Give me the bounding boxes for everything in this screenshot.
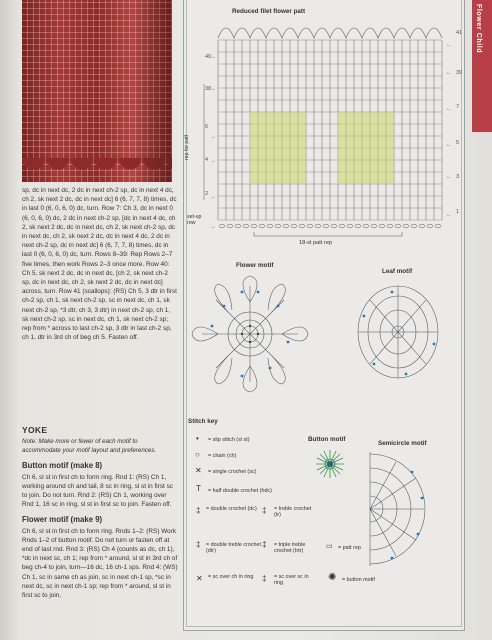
row-number-39: 39 <box>456 70 463 76</box>
row-number-1: 1 <box>456 209 460 215</box>
stitch-key-title: Stitch key <box>188 418 218 425</box>
svg-text:←: ← <box>446 142 452 148</box>
key-patt-rep: = patt rep <box>338 545 361 551</box>
row-number-41: 41 <box>456 30 463 36</box>
row-number-5: 5 <box>456 140 460 146</box>
row-number-40: 40 <box>205 54 212 60</box>
patt-rep-icon: ▭ <box>326 543 333 550</box>
rep-for-patt-label: rep for patt <box>184 134 190 160</box>
key-sc-over-ch: = sc over ch in ring <box>208 574 254 580</box>
crochet-lace-swatch-photo <box>22 0 172 182</box>
button-motif-heading: Button motif (make 8) <box>22 461 103 471</box>
section-side-tab <box>472 0 492 132</box>
filet-chart-title: Reduced filet flower patt <box>232 8 306 15</box>
key-button-motif: = button motif <box>342 577 375 583</box>
stitch-repeat-label: 18-st patt rep <box>299 240 332 246</box>
row-number-3: 3 <box>456 174 460 180</box>
key-double-treble-crochet: = double treble crochet (dtr) <box>206 542 261 555</box>
semicircle-motif-title: Semicircle motif <box>378 440 427 447</box>
pattern-instructions-column <box>22 186 178 600</box>
svg-text:←: ← <box>446 70 452 76</box>
key-triple-treble-crochet: = triple treble crochet (trtr) <box>274 542 306 555</box>
sc-over-sc-icon: ‡ <box>262 574 267 583</box>
svg-text:→: → <box>210 134 216 140</box>
key-single-crochet: = single crochet (sc) <box>208 469 257 475</box>
row-number-6: 6 <box>205 124 209 130</box>
flower-motif-title: Flower motif <box>236 262 274 269</box>
svg-text:→: → <box>210 158 216 164</box>
setup-row-label: set-up row <box>187 214 202 226</box>
svg-text:→: → <box>210 194 216 200</box>
double-treble-crochet-icon: ‡ <box>196 540 201 549</box>
key-chain: = chain (ch) <box>208 453 237 459</box>
svg-text:→: → <box>210 86 216 92</box>
side-tab-label: Flower Child <box>475 4 482 54</box>
single-crochet-icon: ✕ <box>195 466 202 475</box>
key-double-crochet: = double crochet (dc) <box>206 506 257 512</box>
chain-icon: ○ <box>195 450 200 459</box>
slip-stitch-icon: • <box>196 434 199 443</box>
row-number-2: 2 <box>205 191 209 197</box>
half-double-crochet-icon: T <box>196 484 201 493</box>
row-number-7: 7 <box>456 104 460 110</box>
sc-over-ch-icon: ✕ <box>196 574 203 583</box>
flower-motif-text: Ch 6, sl st in first ch to form ring. Rnds 1–2: (RS) Work Rnds 1–2 of button motif. Do not turn or fasten off at end of last rnd. Rnd 3: (RS) Ch 4 (counts as dc, ch 1), *dc in next sc, ch 1; rep from * around, sl st in 3rd ch of beg ch-4 to join, turn—16 dc, 16 ch-1 sps. Rnd 4: (WS) Ch 1, sc in same ch as join, sc in next ch-1 sp, *sc in next dc, sc in next ch-1 sp; rep from * around, sl st in first sc to join, <box>22 527 178 600</box>
svg-text:→: → <box>210 54 216 60</box>
leaf-motif-title: Leaf motif <box>382 268 413 275</box>
key-slip-stitch: = slip stitch (sl st) <box>208 437 250 443</box>
triple-treble-crochet-icon: ‡ <box>262 540 267 549</box>
button-motif-diagram <box>312 446 348 482</box>
svg-text:←: ← <box>446 212 452 218</box>
svg-text:←: ← <box>446 106 452 112</box>
svg-text:←: ← <box>446 42 452 48</box>
pattern-continuation-text: sp, dc in next dc, 2 dc in next ch-2 sp, dc in next 4 dc, ch 2, sk next 2 dc, dc in next dc] 6 (6, 7, 7, 8) times, dc in last 0 (6, 0, 6, 0) dc, turn. Row 7: Ch 3, dc in next 0 (6, 0, 6, 0) dc, 2 dc in next ch-2 sp, [dc in next 4 dc, ch 2, sk next 2 dc, dc in next dc, ch 2, sk next ch-2 sp, dc in next dc, ch 2, sk next 2 dc, dc in next 4 dc, 2 dc in next ch-2 sp, dc in next dc] 6 (6, 7, 7, 8) times, dc in last 0 (6, 0, 6, 0) dc, turn. Rows 8–39: Rep Rows 2–7 five times, then work Rows 2–3 once more. Row 40: Ch 5, sk next 2 dc, dc in next dc, [ch 2, sk next ch-2 sp, dc in next dc, ch 2, sk next 2 dc, dc in next dc] across, turn. Row 41 (scallops): (RS) Ch 5, 3 dtr in first ch-2 sp, ch 1, sk next ch-2 sp, sc in next dc, ch 1, sk next ch-2 sp, *3 dtr, ch 3, 3 dtr) in next ch-2 sp, ch 1, sk next ch-2 sp, sc in next dc, ch 1, sk next ch-2 sp; rep from * across to last ch-2 sp, 3 dtr in last ch-2 sp, ch 1, dtr in 3rd ch of beg ch 5. Fasten off. <box>22 187 177 342</box>
semicircle-motif-diagram <box>352 448 442 570</box>
key-treble-crochet: = treble crochet (tr) <box>274 506 312 519</box>
row-number-38: 38 <box>205 86 212 92</box>
button-motif-text: Ch 6, sl st in first ch to form ring. Rnd 1: (RS) Ch 1, working around ch and tail, 8 sc in ring, sl st in first sc to join. Do not turn. Rnd 2: (RS) Ch 1, working over Rnd 1, 16 sc in ring, sl st in first sc to join. Fasten off. <box>22 473 173 509</box>
flower-motif-diagram <box>188 272 312 396</box>
leaf-motif-diagram <box>344 274 452 386</box>
row-number-4: 4 <box>205 157 209 163</box>
button-motif-title: Button motif <box>308 436 346 443</box>
button-motif-key-icon: ✺ <box>328 572 337 583</box>
key-half-double-crochet: = half double crochet (hdc) <box>208 488 272 494</box>
double-crochet-icon: ‡ <box>196 506 201 515</box>
yoke-note: Note: Make more or fewer of each motif to accommodate your motif layout and preferences. <box>22 438 157 454</box>
treble-crochet-icon: ‡ <box>262 506 267 515</box>
filet-chart <box>196 16 466 248</box>
flower-motif-heading: Flower motif (make 9) <box>22 515 103 525</box>
svg-text:→: → <box>210 224 216 230</box>
svg-text:←: ← <box>446 174 452 180</box>
key-sc-over-sc: = sc over sc in ring <box>274 574 309 587</box>
yoke-heading: YOKE <box>22 425 48 435</box>
